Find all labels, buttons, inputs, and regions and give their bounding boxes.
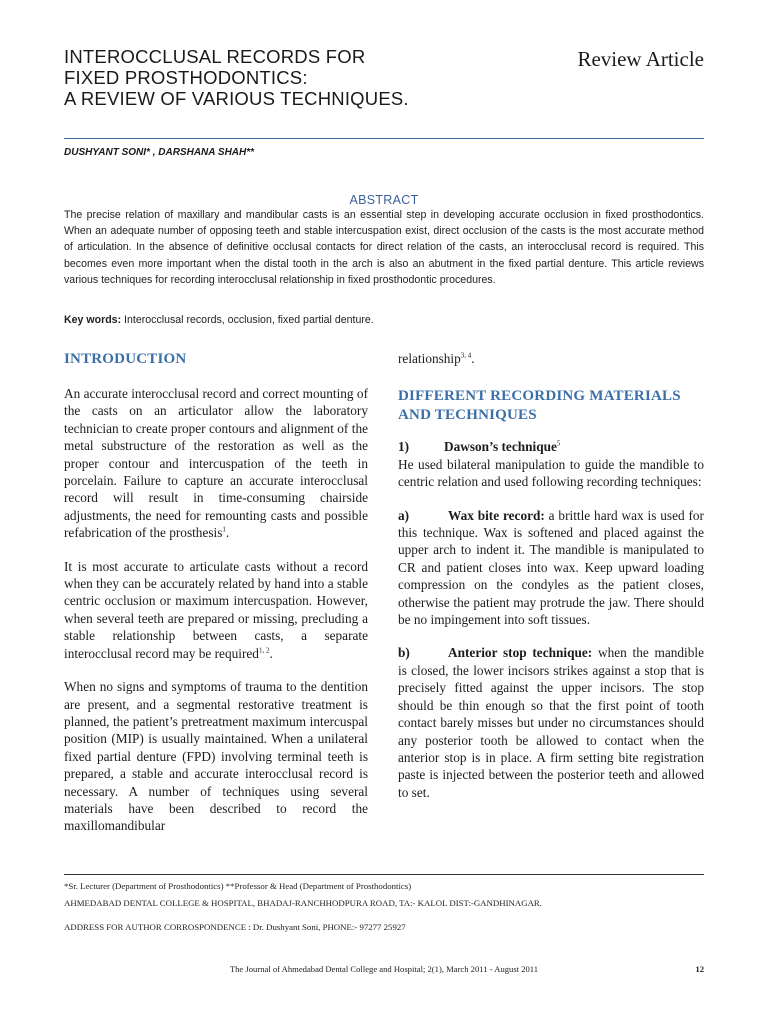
wax-bite-label: a)	[398, 507, 410, 523]
dawson-body: He used bilateral manipulation to guide the mandible to centric relation and used following recording techniques:	[398, 456, 704, 490]
wax-bite-body: a brittle hard wax is used for this technique. Wax is softened and placed against the upper arch to indent it. The mandible is manipulated to CR and patient closes into wax. Keep upward loading compression on the condyles as the patient closes, otherwise the patient may protrude the jaw. There should be no impingement into soft tissues.	[398, 507, 704, 628]
citation: 1, 2	[258, 646, 270, 655]
abstract-heading: ABSTRACT	[349, 193, 419, 207]
dawson-number: 1)	[398, 439, 410, 455]
citation: 1	[222, 525, 226, 534]
anterior-stop-label: b)	[398, 645, 410, 661]
article-title	[64, 46, 484, 109]
wax-bite-title: Wax bite record:	[448, 507, 545, 523]
anterior-stop-title: Anterior stop technique:	[448, 645, 593, 661]
dawson-heading	[398, 438, 704, 455]
footnote-correspondence: ADDRESS FOR AUTHOR CORROSPONDENCE : Dr. Dushyant Soni, PHONE:- 97277 25927	[64, 922, 406, 932]
footnote-divider	[64, 874, 704, 875]
abstract-body: The precise relation of maxillary and mandibular casts is an essential step in developing accurate occlusion in fixed prosthodontics. When an adequate number of opposing teeth and stable intercuspation exist, direct occlusion of the casts is the most accurate method of articulation. In the absence of definitive occlusal contacts for direct relation of the casts, an interocclusal record is required. This becomes even more important when the distal tooth in the arch is also an abutment in the fixed partial denture. This article reviews various techniques for recording interocclusal relationship in fixed prosthodontic procedures.	[64, 209, 704, 286]
footnote-affiliation: *Sr. Lecturer (Department of Prosthodontics) **Professor & Head (Department of Prosthodontics)	[64, 881, 412, 891]
keywords	[64, 314, 704, 326]
citation: 5	[556, 439, 561, 448]
title-line-2: FIXED PROSTHODONTICS:	[64, 67, 308, 88]
continued-end: .	[471, 351, 475, 366]
right-column	[398, 350, 704, 801]
wax-bite-paragraph	[398, 507, 704, 629]
header-divider	[64, 138, 704, 139]
intro-paragraph-3: When no signs and symptoms of trauma to the dentition are present, and a segmental restorative treatment is planned, the patient’s pretreatment maximum intercuspal position (MIP) is usually maintained. When a unilateral fixed partial denture (FPD) involving terminal teeth is prepared, a stable and accurate interocclusal record is necessary. A number of techniques using several materials have been described to record the maxillomandibular	[64, 679, 368, 834]
intro-p1-end: .	[225, 525, 230, 541]
anterior-stop-paragraph	[398, 644, 704, 801]
intro-p2-text: It is most accurate to articulate casts without a record when they can be accurately related by hand into a stable centric occlusion or maximum intercuspation. However, when several teeth are prepared or missing, precluding a stable relationship between casts, a separate interocclusal record may be required	[64, 558, 368, 661]
keywords-text: Interocclusal records, occlusion, fixed partial denture.	[121, 314, 374, 326]
citation: 3, 4	[460, 351, 472, 360]
left-column	[64, 350, 368, 835]
intro-paragraph-2	[64, 558, 368, 662]
article-type: Review Article	[577, 47, 704, 71]
materials-heading: DIFFERENT RECORDING MATERIALS AND TECHNIQUES	[398, 388, 681, 424]
title-line-1: INTEROCCLUSAL RECORDS FOR	[64, 46, 366, 67]
anterior-stop-body: when the mandible is closed, the lower incisors strikes against a stop that is precisely fitted against the upper incisors. The stop should be thin enough so that the first point of tooth contact barely misses but under no circumstances should any posterior tooth be allowed to contact when the anterior stop is in place. A firm setting bite registration paste is injected between the posterior teeth and allowed to set.	[398, 645, 704, 800]
continued-word: relationship	[398, 351, 461, 366]
footnote-institution: AHMEDABAD DENTAL COLLEGE & HOSPITAL, BHADAJ-RANCHHODPURA ROAD, TA:- KALOL DIST:-GANDHINAGAR.	[64, 898, 543, 908]
continued-text	[398, 350, 704, 367]
dawson-title: Dawson’s technique	[444, 439, 557, 455]
introduction-heading: INTRODUCTION	[64, 351, 187, 367]
intro-p1-text: An accurate interocclusal record and correct mounting of the casts on an articulator allow the laboratory technician to create proper contours and alignment of the metal substructure of the restoration as well as the proper contour and intercuspation of the teeth in porcelain. Failure to capture an accurate interocclusal record will result in time-consuming chairside adjustments, the need for remounting casts and possible refabrication of the prosthesis	[64, 386, 368, 541]
authors: DUSHYANT SONI* , DARSHANA SHAH**	[64, 147, 255, 158]
keywords-label: Key words:	[64, 314, 122, 326]
intro-paragraph-1	[64, 385, 368, 542]
page-number: 12	[695, 964, 704, 974]
journal-citation: The Journal of Ahmedabad Dental College and Hospital; 2(1), March 2011 - August 2011	[229, 964, 539, 974]
intro-p2-end: .	[269, 645, 273, 661]
title-line-3: A REVIEW OF VARIOUS TECHNIQUES.	[64, 88, 409, 109]
